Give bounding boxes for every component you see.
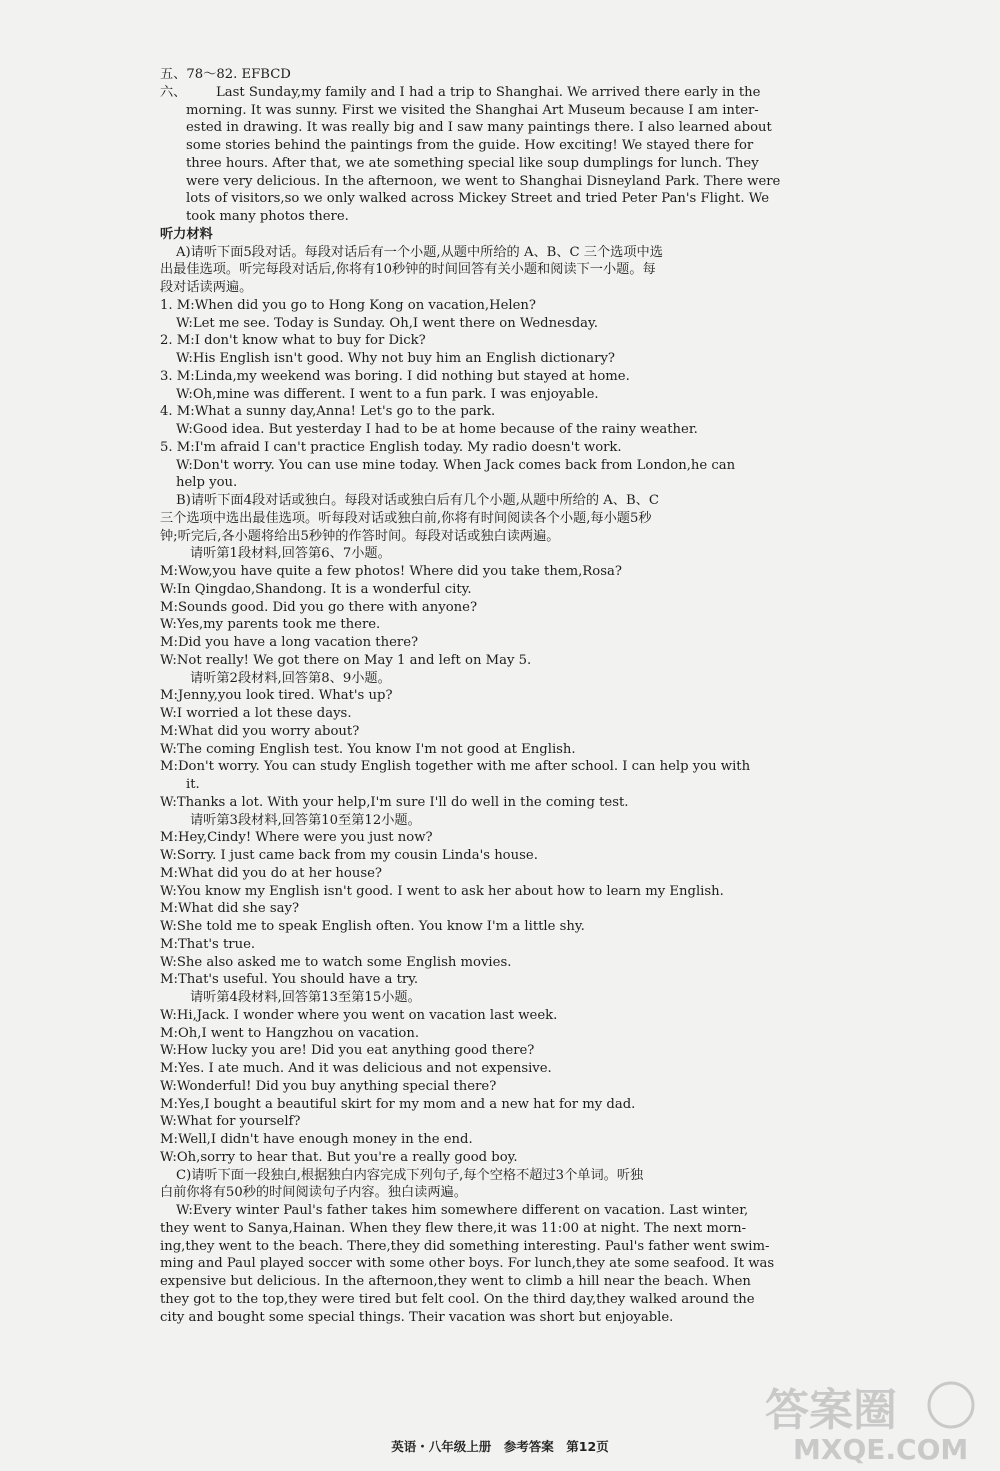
dialogue-line: M:Hey,Cindy! Where were you just now? [160,830,433,846]
dialogue-line: W:Yes,my parents took me there. [160,617,381,633]
essay-line: were very delicious. In the afternoon, we went to Shanghai Disneyland Park. There were [186,173,781,189]
dialogue-line: W:The coming English test. You know I'm not good at English. [160,741,576,757]
dialogue-line: W:How lucky you are! Did you eat anything good there? [160,1043,535,1059]
dialogue-line: M:Did you have a long vacation there? [160,635,419,650]
dialogue-line: W:Thanks a lot. With your help,I'm sure I'll do well in the coming test. [160,794,629,810]
watermark-top-text: 答案圈 [765,1385,897,1436]
monologue-line: expensive but delicious. In the afternoon,they went to climb a hill near the beach. When [160,1274,751,1289]
dialogue-line: M:Don't worry. You can study English together with me after school. I can help you with [160,759,751,775]
section-6 [160,84,785,226]
partC-instruction: C)请听下面一段独白,根据独白内容完成下列句子,每个空格不超过3个单词。听独 [176,1167,644,1183]
dialogue-line: M:Yes,I bought a beautiful skirt for my mom and a new hat for my dad. [160,1096,636,1112]
essay-line: three hours. After that, we ate something special like soup dumplings for lunch. They [186,155,759,171]
dialogue-line: W:Oh,sorry to hear that. But you're a really good boy. [160,1149,518,1165]
monologue-line: city and bought some special things. Their vacation was short but enjoyable. [160,1309,674,1325]
dialogue-line: W:Don't worry. You can use mine today. When Jack comes back from London,he can [176,457,736,473]
partA-instruction: A)请听下面5段对话。每段对话后有一个小题,从题中所给的 A、B、C 三个选项中选 [176,244,663,260]
dialogue-line: W:Let me see. Today is Sunday. Oh,I went there on Wednesday. [176,315,598,331]
dialogue-line: 4. M:What a sunny day,Anna! Let's go to the park. [160,404,496,420]
partA-instruction: 出最佳选项。听完每段对话后,你将有10秒钟的时间回答有关小题和阅读下一小题。每 [160,262,656,278]
partB-instruction: B)请听下面4段对话或独白。每段对话或独白后有几个小题,从题中所给的 A、B、C [176,493,659,508]
dialogue-line: help you. [176,475,238,491]
material-1-title: 请听第1段材料,回答第6、7小题。 [190,546,391,562]
dialogue-line: M:Jenny,you look tired. What's up? [160,688,393,704]
page-footer: 英语・八年级上册 参考答案 第12页 [391,1439,609,1454]
monologue-line: W:Every winter Paul's father takes him somewhere different on vacation. Last winter, [176,1203,749,1218]
section-6-label: 六、 [160,84,187,100]
monologue-line: they got to the top,they were tired but felt cool. On the third day,they walked around the [160,1291,755,1307]
material-3-title: 请听第3段材料,回答第10至第12小题。 [190,812,421,828]
dialogue-line: W:Hi,Jack. I wonder where you went on vacation last week. [160,1007,558,1023]
dialogue-line: M:That's useful. You should have a try. [160,972,419,988]
dialogue-line: W:Oh,mine was different. I went to a fun park. I was enjoyable. [176,386,599,402]
section-5-answers: 五、78～82. EFBCD [160,67,291,82]
dialogue-line: W:She told me to speak English often. You know I'm a little shy. [160,919,585,934]
essay-line: morning. It was sunny. First we visited the Shanghai Art Museum because I am inter- [186,102,759,118]
dialogue-line: M:Wow,you have quite a few photos! Where did you take them,Rosa? [160,564,622,579]
partB-instruction: 三个选项中选出最佳选项。听每段对话或独白前,你将有时间阅读各个小题,每小题5秒 [160,510,652,526]
monologue-line: ming and Paul played soccer with some other boys. For lunch,they ate some seafood. It was [160,1256,775,1272]
section-6-essay [186,84,785,226]
dialogue-line: M:That's true. [160,936,256,952]
material-4-title: 请听第4段材料,回答第13至第15小题。 [190,990,421,1005]
watermark-circle-icon [929,1383,973,1427]
dialogue-line: 3. M:Linda,my weekend was boring. I did nothing but stayed at home. [160,368,630,384]
dialogue-line: W:I worried a lot these days. [160,706,352,721]
partA-instruction: 段对话读两遍。 [160,280,253,295]
dialogue-line: M:Sounds good. Did you go there with anyone? [160,599,478,615]
partB-instruction: 钟;听完后,各小题将给出5秒钟的作答时间。每段对话或独白读两遍。 [160,528,560,544]
dialogue-line: M:What did she say? [160,901,300,917]
monologue-line: ing,they went to the beach. There,they did something interesting. Paul's father went swim- [160,1238,770,1254]
dialogue-line: W:Sorry. I just came back from my cousin Linda's house. [160,848,538,863]
essay-line: Last Sunday,my family and I had a trip to Shanghai. We arrived there early in the [216,84,761,100]
dialogue-line: 2. M:I don't know what to buy for Dick? [160,333,426,349]
dialogue-line: W:Wonderful! Did you buy anything special there? [160,1078,497,1094]
dialogue-line: W:She also asked me to watch some English movies. [160,954,512,970]
dialogue-line: it. [186,777,200,792]
dialogue-line: W:You know my English isn't good. I went to ask her about how to learn my English. [160,883,724,899]
dialogue-line: M:What did you worry about? [160,723,360,739]
essay-line: ested in drawing. It was really big and I saw many paintings there. I also learned about [186,120,772,136]
dialogue-line: M:What did you do at her house? [160,865,383,881]
monologue-line: they went to Sanya,Hainan. When they flew there,it was 11:00 at night. The next morn- [160,1220,747,1236]
dialogue-line: 1. M:When did you go to Hong Kong on vacation,Helen? [160,297,536,313]
page-content [160,66,785,1326]
dialogue-line: W:In Qingdao,Shandong. It is a wonderful city. [160,581,472,597]
dialogue-line: W:His English isn't good. Why not buy him an English dictionary? [176,351,615,366]
dialogue-line: W:Good idea. But yesterday I had to be at home because of the rainy weather. [176,422,698,437]
dialogue-line: M:Well,I didn't have enough money in the end. [160,1132,473,1147]
watermark-logo [755,1375,980,1465]
material-2-title: 请听第2段材料,回答第8、9小题。 [190,670,391,686]
watermark-bottom-text: MXQE.COM [793,1433,969,1465]
dialogue-line: W:What for yourself? [160,1114,301,1130]
dialogue-line: M:Yes. I ate much. And it was delicious and not expensive. [160,1061,552,1076]
partC-instruction: 白前你将有50秒的时间阅读句子内容。独白读两遍。 [160,1185,467,1201]
listening-title: 听力材料 [160,226,213,242]
essay-line: lots of visitors,so we only walked across Mickey Street and tried Peter Pan's Flight. We [186,191,769,207]
essay-line: some stories behind the paintings from the guide. How exciting! We stayed there for [186,138,754,153]
essay-line: took many photos there. [186,209,349,224]
dialogue-line: 5. M:I'm afraid I can't practice English today. My radio doesn't work. [160,439,622,455]
dialogue-line: M:Oh,I went to Hangzhou on vacation. [160,1025,420,1041]
dialogue-line: W:Not really! We got there on May 1 and left on May 5. [160,652,532,668]
